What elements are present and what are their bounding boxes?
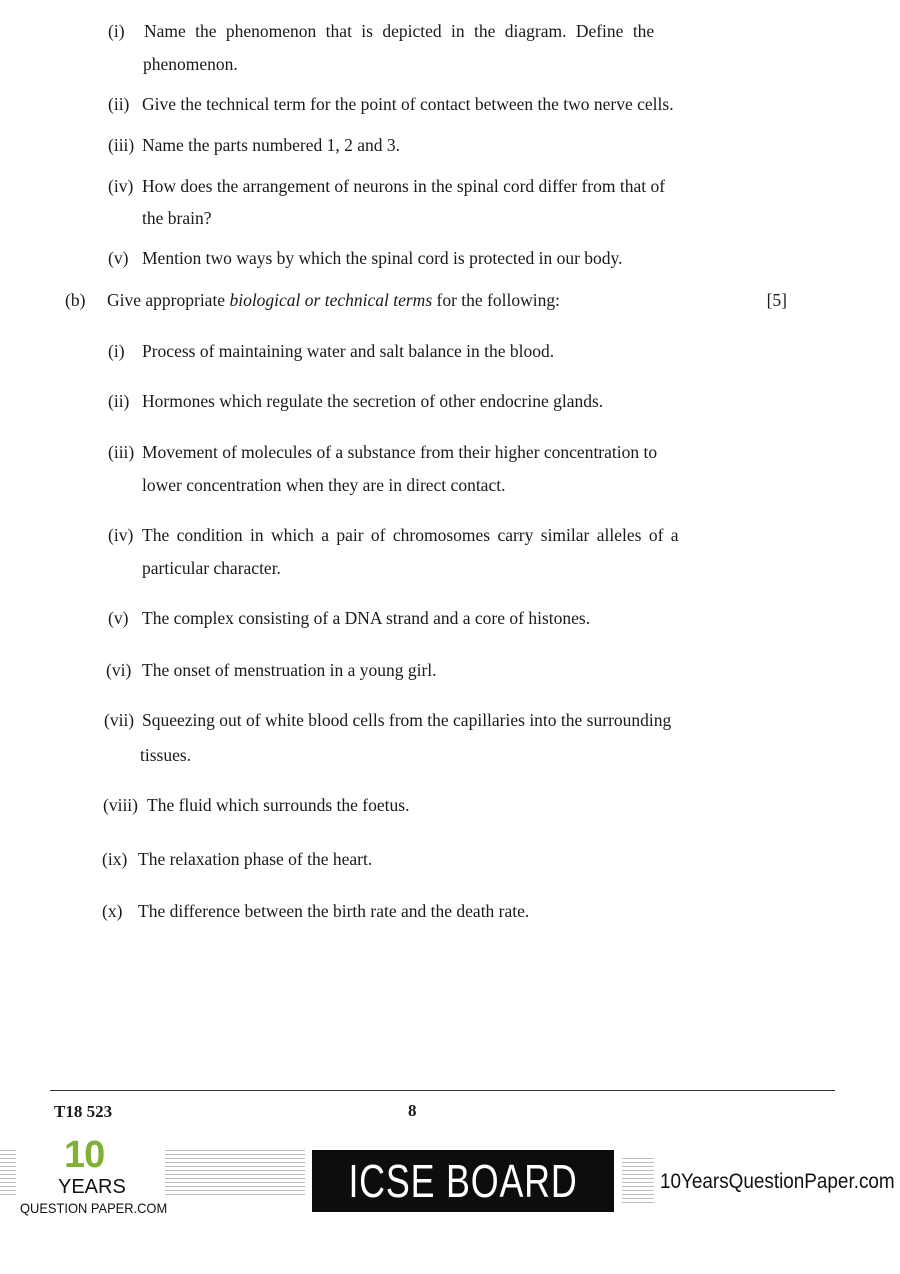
section-b-heading: (b) Give appropriate biological or technical terms for the following: (65, 290, 560, 310)
paper-code: T18 523 (54, 1102, 113, 1121)
question-b-i: (i) Process of maintaining water and salt balance in the blood. (108, 341, 555, 361)
question-b-iii: (iii) Movement of molecules of a substance from their higher concentration to (108, 442, 658, 462)
logo-tagline: QUESTION PAPER.COM (20, 1200, 168, 1216)
question-b-viii: (viii) The fluid which surrounds the foetus. (103, 795, 410, 815)
logo-number: 10 (64, 1134, 105, 1176)
section-b-marks: [5] (766, 290, 787, 310)
question-a-ii: (ii) Give the technical term for the point of contact between the two nerve cells. (108, 94, 674, 114)
question-b-iii-continued: lower concentration when they are in direct contact. (142, 475, 506, 495)
footer-rule (50, 1090, 835, 1091)
question-b-v: (v) The complex consisting of a DNA strand and a core of histones. (108, 608, 591, 628)
website-link[interactable]: 10YearsQuestionPaper.com (660, 1170, 895, 1193)
logo-years: YEARS (58, 1176, 126, 1198)
question-b-x: (x) The difference between the birth rate and the death rate. (102, 901, 530, 921)
question-a-iv-continued: the brain? (142, 208, 212, 228)
banner-stripes-left (0, 1150, 16, 1198)
question-b-iv-continued: particular character. (142, 558, 281, 578)
board-title: ICSE BOARD X (312, 1150, 614, 1212)
question-b-iv: (iv) The condition in which a pair of chromosomes carry similar alleles of a (108, 525, 679, 545)
question-b-vi: (vi) The onset of menstruation in a young girl. (106, 660, 437, 680)
banner-stripes-middle (165, 1150, 305, 1198)
question-b-vii: (vii) Squeezing out of white blood cells from the capillaries into the surrounding (104, 710, 672, 730)
question-b-ii: (ii) Hormones which regulate the secretion of other endocrine glands. (108, 391, 604, 411)
banner-stripes-right (622, 1158, 654, 1206)
question-b-vii-continued: tissues. (140, 745, 192, 765)
page-number: 8 (408, 1101, 417, 1120)
question-b-ix: (ix) The relaxation phase of the heart. (102, 849, 373, 869)
question-a-i-continued: phenomenon. (143, 54, 238, 74)
question-a-v: (v) Mention two ways by which the spinal cord is protected in our body. (108, 248, 623, 268)
question-a-iv: (iv) How does the arrangement of neurons in the spinal cord differ from that of (108, 176, 666, 196)
question-a-i: (i) Name the phenomenon that is depicted in the diagram. Define the (108, 21, 655, 41)
question-a-iii: (iii) Name the parts numbered 1, 2 and 3. (108, 135, 401, 155)
